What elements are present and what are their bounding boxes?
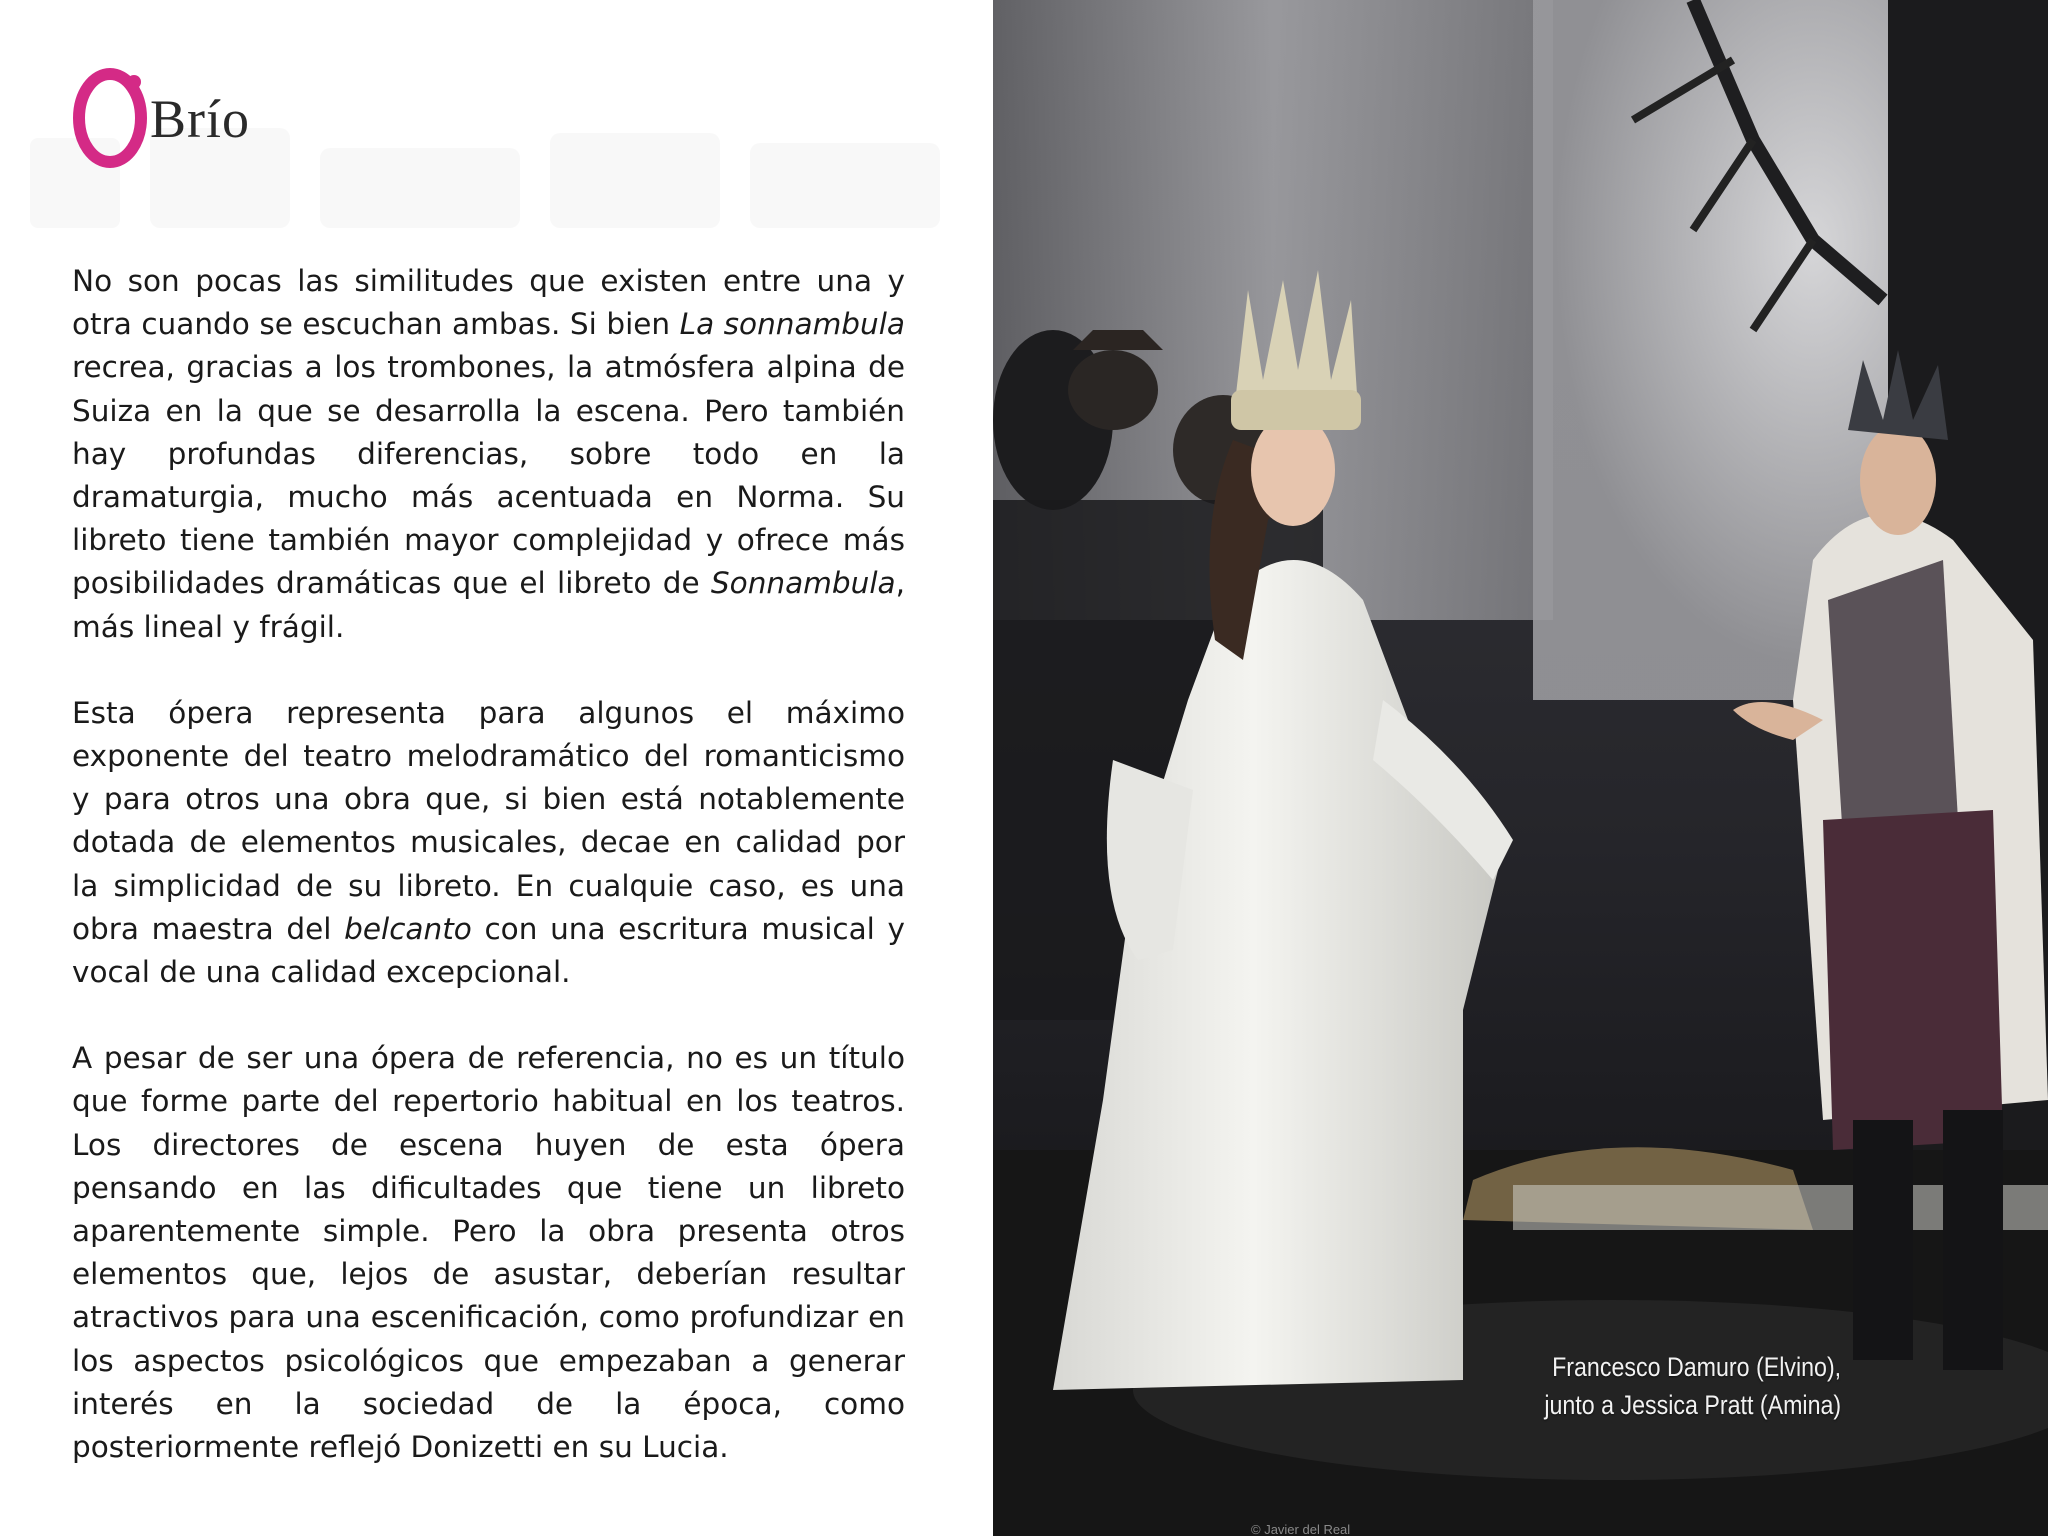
article-body bbox=[72, 260, 905, 1512]
photo-credit: © Javier del Real bbox=[1251, 1522, 1351, 1536]
caption-line-2: junto a Jessica Pratt (Amina) bbox=[1544, 1390, 1841, 1420]
text-run: No son pocas las similitudes que existen entre una y otra cuando se escuchan ambas. Si bien bbox=[72, 264, 905, 342]
text-run: Esta ópera representa para algunos el máximo exponente del teatro melodramático del romanticismo y para otros una obra que, si bien está notablemente dotada de elementos musicales, decae en calidad por la simplicidad de su libreto. En cualquie caso, es una obra maestra del bbox=[72, 695, 905, 946]
article-paragraph bbox=[72, 1037, 905, 1469]
article-paragraph bbox=[72, 692, 905, 994]
opera-photo bbox=[993, 0, 2048, 1536]
italic-title: La sonnambula bbox=[679, 307, 905, 342]
logo-wordmark: Brío bbox=[150, 89, 251, 149]
photo-caption bbox=[1544, 1348, 1841, 1424]
text-run: con una escritura musical y vocal de una calidad excepcional. bbox=[72, 911, 905, 990]
italic-title: belcanto bbox=[344, 911, 472, 946]
caption-line-1: Francesco Damuro (Elvino), bbox=[1551, 1352, 1841, 1382]
text-run: recrea, gracias a los trombones, la atmósfera alpina de Suiza en la que se desarrolla la escena. Pero también hay profundas diferencias, sobre todo en la dramaturgia, mucho más acentuada en Norma. Su libreto tiene también mayor complejidad y ofrece más posibilidades dramáticas que el libreto de bbox=[72, 350, 905, 601]
text-run: , más lineal y frágil. bbox=[72, 566, 905, 644]
stage-scene-image bbox=[993, 0, 2048, 1536]
text-column bbox=[0, 0, 993, 1536]
article-paragraph bbox=[72, 260, 905, 649]
italic-title: Sonnambula bbox=[710, 566, 896, 601]
text-run: A pesar de ser una ópera de referencia, no es un título que forme parte del repertorio habitual en los teatros. Los directores de escena huyen de esta ópera pensando en las dificultades que tiene un libreto aparentemente simple. Pero la obra presenta otros elementos que, lejos de asustar, deberían resultar atractivos para una escenificación, como profundizar en los aspectos psicológicos que empezaban a generar interés en la sociedad de la época, como posteriormente reflejó Donizetti en su Lucia. bbox=[72, 1041, 905, 1465]
obrio-logo bbox=[68, 62, 288, 172]
